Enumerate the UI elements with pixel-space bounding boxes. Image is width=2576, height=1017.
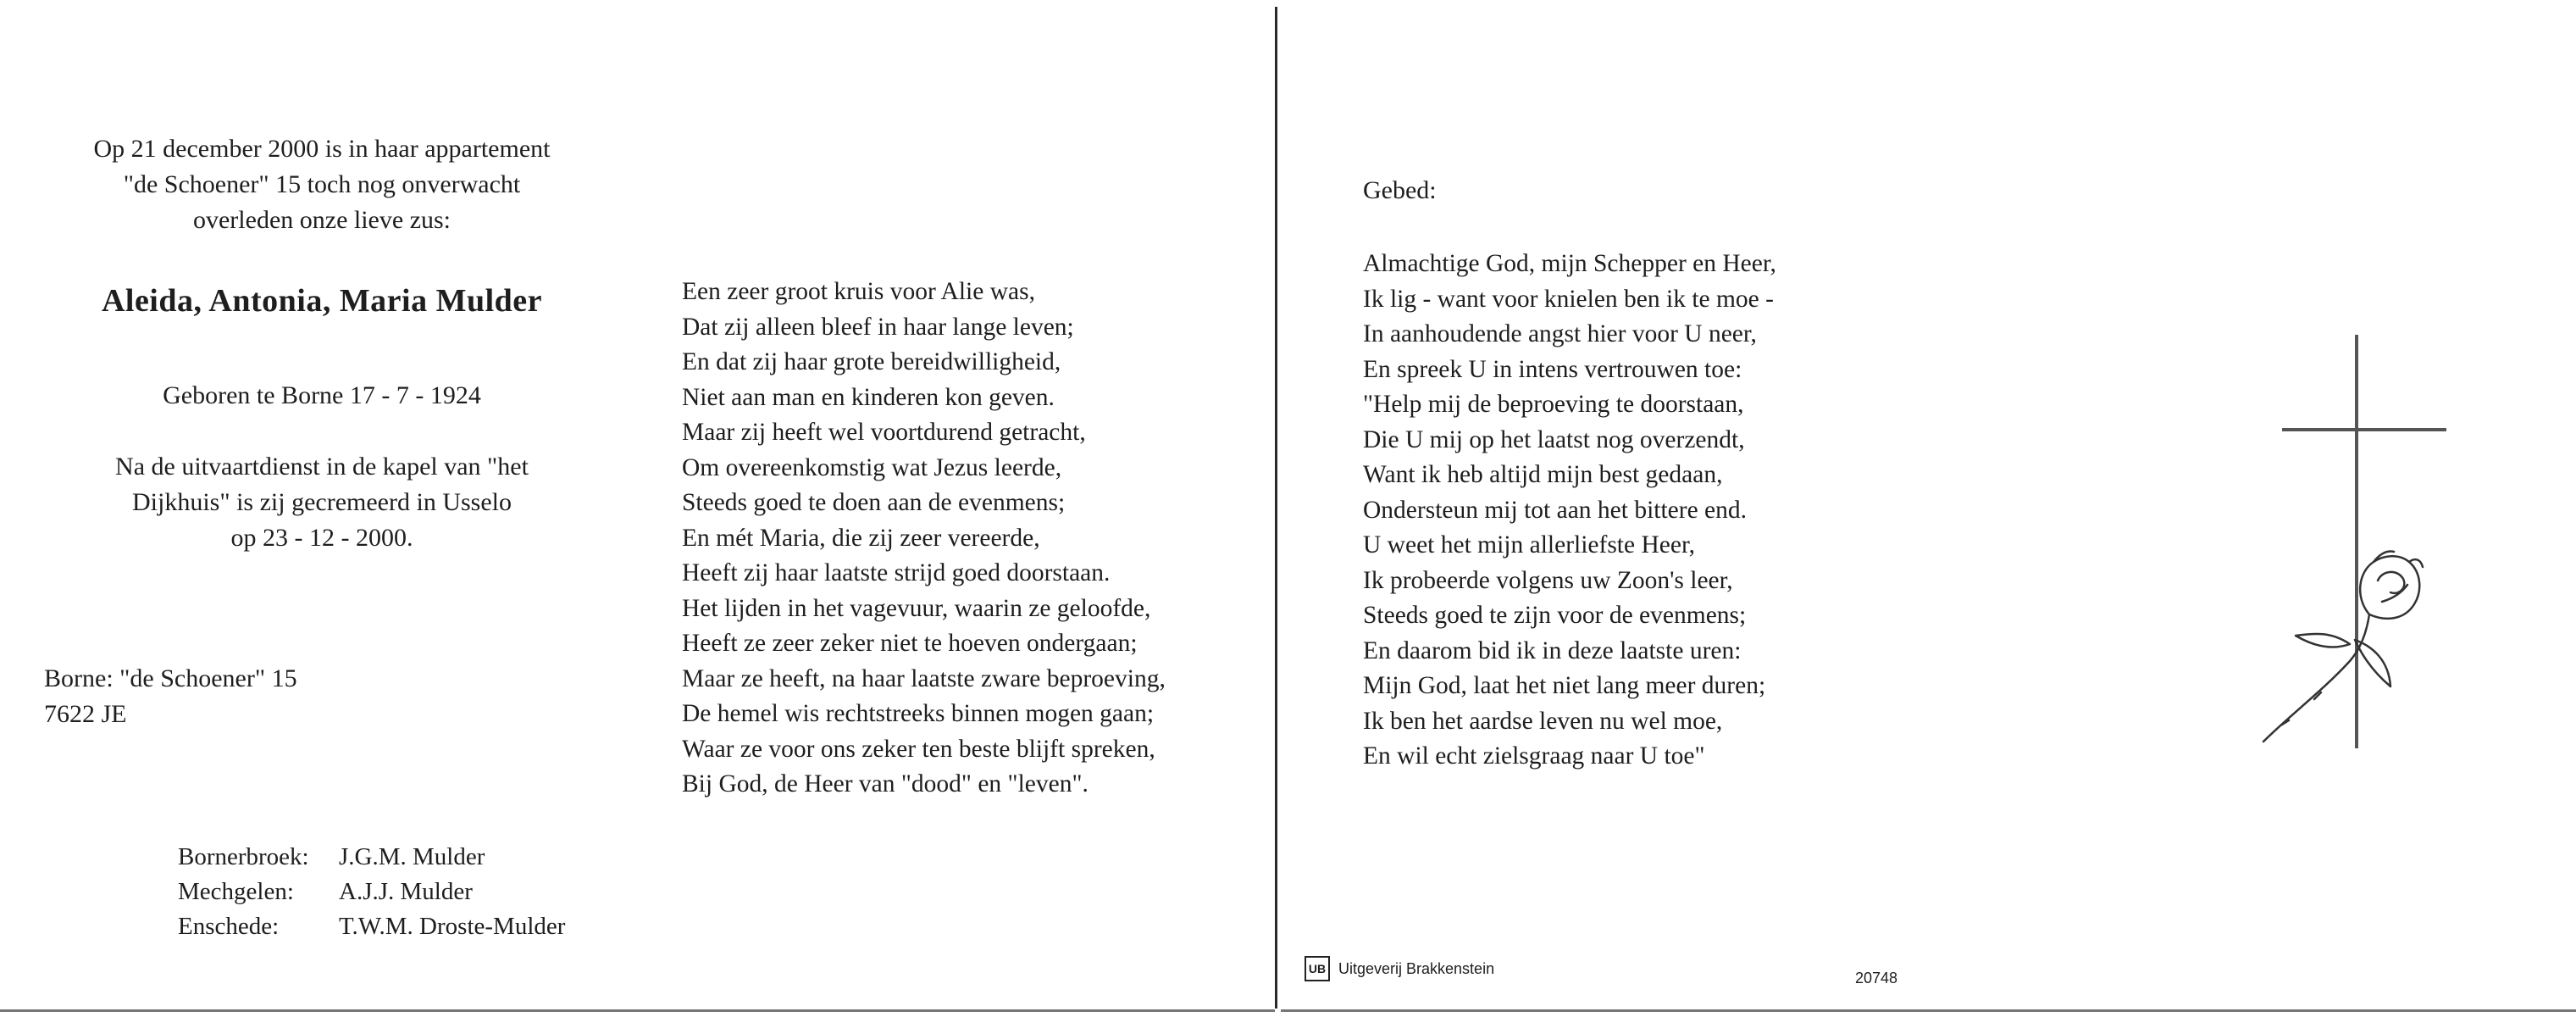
- relative-place: Enschede:: [178, 913, 280, 940]
- relative-name: T.W.M. Droste-Mulder: [339, 913, 566, 940]
- left-page: [0, 0, 1275, 1017]
- memorial-poem: [682, 275, 1166, 803]
- address-block: [44, 661, 297, 732]
- relative-place: Bornerbroek:: [178, 843, 309, 870]
- birth-info: Geboren te Borne 17 - 7 - 1924: [163, 381, 481, 409]
- prayer-line: "Help mij de beproeving te doorstaan,: [1363, 391, 1744, 418]
- prayer-heading: Gebed:: [1363, 176, 1437, 204]
- publisher-footer: [1305, 956, 1494, 981]
- prayer-line: Ik ben het aardse leven nu wel moe,: [1363, 707, 1723, 735]
- address-line-2: 7622 JE: [44, 700, 127, 728]
- prayer-line: Die U mij op het laatst nog overzendt,: [1363, 425, 1745, 453]
- prayer-line: Steeds goed te zijn voor de evenmens;: [1363, 602, 1747, 629]
- poem-line: Het lijden in het vagevuur, waarin ze geloofde,: [682, 594, 1151, 622]
- poem-line: En dat zij haar grote bereidwilligheid,: [682, 348, 1061, 375]
- prayer-line: En daarom bid ik in deze laatste uren:: [1363, 636, 1742, 664]
- poem-line: De hemel wis rechtstreeks binnen mogen gaan;: [682, 700, 1155, 727]
- relative-row: [178, 875, 565, 909]
- intro-text: [34, 131, 610, 238]
- poem-line: En mét Maria, die zij zeer vereerde,: [682, 524, 1040, 552]
- prayer-line: Ik probeerde volgens uw Zoon's leer,: [1363, 566, 1733, 594]
- relatives-list: [178, 840, 565, 944]
- relative-name: J.G.M. Mulder: [339, 843, 485, 870]
- prayer-line: Almachtige God, mijn Schepper en Heer,: [1363, 250, 1776, 277]
- poem-line: Maar ze heeft, na haar laatste zware beproeving,: [682, 664, 1166, 692]
- poem-line: Bij God, de Heer van "dood" en "leven".: [682, 770, 1089, 797]
- page-bottom-edge: [0, 1009, 1275, 1012]
- publisher-logo-icon: UB: [1305, 956, 1330, 981]
- prayer-line: In aanhoudende angst hier voor U neer,: [1363, 320, 1757, 347]
- address-line-1: Borne: "de Schoener" 15: [44, 664, 297, 692]
- prayer-line: En wil echt zielsgraag naar U toe": [1363, 742, 1705, 770]
- publisher-name: Uitgeverij Brakkenstein: [1338, 959, 1495, 977]
- relative-row: [178, 840, 565, 875]
- poem-line: Niet aan man en kinderen kon geven.: [682, 383, 1055, 411]
- poem-line: Waar ze voor ons zeker ten beste blijft spreken,: [682, 735, 1155, 763]
- relative-row: [178, 909, 565, 944]
- page-bottom-edge: [1281, 1009, 2576, 1012]
- prayer-line: Want ik heb altijd mijn best gedaan,: [1363, 461, 1723, 488]
- funeral-info: [34, 449, 610, 556]
- funeral-line-1: Na de uitvaartdienst in de kapel van "het: [115, 453, 529, 481]
- poem-line: Steeds goed te doen aan de evenmens;: [682, 489, 1066, 516]
- rose-icon: [2263, 552, 2423, 742]
- prayer-text: [1363, 247, 1776, 775]
- funeral-line-3: op 23 - 12 - 2000.: [230, 524, 413, 552]
- prayer-line: Ondersteun mij tot aan het bittere end.: [1363, 496, 1748, 524]
- card-fold-line: [1275, 7, 1277, 1009]
- prayer-line: En spreek U in intens vertrouwen toe:: [1363, 355, 1742, 383]
- deceased-name: Aleida, Antonia, Maria Mulder: [101, 283, 543, 319]
- prayer-line: Mijn God, laat het niet lang meer duren;: [1363, 672, 1766, 699]
- relative-place: Mechgelen:: [178, 878, 294, 905]
- poem-line: Maar zij heeft wel voortdurend getracht,: [682, 419, 1086, 446]
- funeral-line-2: Dijkhuis" is zij gecremeerd in Usselo: [132, 488, 512, 516]
- card-code: 20748: [1855, 970, 1898, 986]
- right-page: [1281, 0, 2576, 1017]
- cross-rose-illustration: [2255, 326, 2458, 767]
- poem-line: Om overeenkomstig wat Jezus leerde,: [682, 453, 1062, 481]
- relative-name: A.J.J. Mulder: [339, 878, 473, 905]
- cross-icon: [2282, 335, 2446, 748]
- prayer-line: U weet het mijn allerliefste Heer,: [1363, 531, 1695, 559]
- poem-line: Dat zij alleen bleef in haar lange leven;: [682, 313, 1074, 341]
- prayer-line: Ik lig - want voor knielen ben ik te moe -: [1363, 285, 1774, 313]
- poem-line: Heeft zij haar laatste strijd goed doorstaan.: [682, 559, 1111, 586]
- intro-line-2: "de Schoener" 15 toch nog onverwacht: [123, 170, 521, 198]
- intro-line-1: Op 21 december 2000 is in haar appartement: [93, 135, 551, 163]
- poem-line: Een zeer groot kruis voor Alie was,: [682, 278, 1035, 305]
- intro-line-3: overleden onze lieve zus:: [192, 206, 451, 234]
- poem-line: Heeft ze zeer zeker niet te hoeven ondergaan;: [682, 630, 1138, 657]
